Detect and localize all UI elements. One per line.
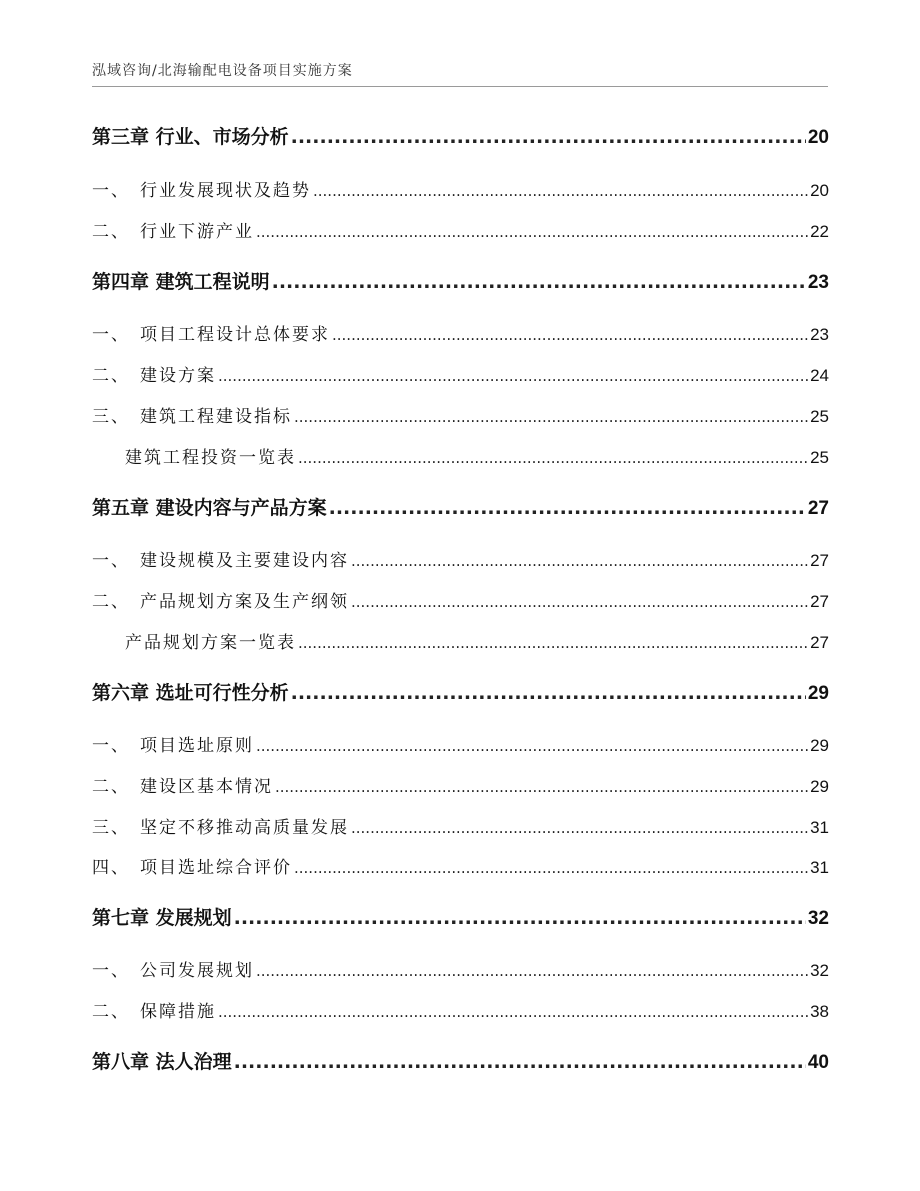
toc-label: 第六章 选址可行性分析 <box>92 682 289 704</box>
toc-label: 第八章 法人治理 <box>92 1051 232 1073</box>
toc-leader-dots <box>234 907 806 929</box>
toc-leader-dots <box>291 126 806 148</box>
toc-page-number: 27 <box>807 498 829 519</box>
toc-chapter[interactable] <box>92 122 829 149</box>
toc-leader-dots <box>332 326 808 344</box>
toc-label: 二、 产品规划方案及生产纲领 <box>92 592 349 612</box>
toc-label: 一、 行业发展现状及趋势 <box>92 181 311 201</box>
toc-section[interactable] <box>92 997 829 1022</box>
toc-page-number: 20 <box>807 127 829 148</box>
toc-page-number: 32 <box>810 961 829 980</box>
toc-leader-dots <box>234 1051 806 1073</box>
toc-section[interactable] <box>92 361 829 386</box>
toc-leader-dots <box>272 271 806 293</box>
toc-section[interactable] <box>92 217 829 242</box>
toc-label: 二、 行业下游产业 <box>92 222 254 242</box>
toc-leader-dots <box>294 859 808 877</box>
toc-label: 第七章 发展规划 <box>92 907 232 929</box>
toc-leader-dots <box>218 367 808 385</box>
toc-chapter[interactable] <box>92 903 829 930</box>
toc-page-number: 20 <box>810 181 829 200</box>
toc-section[interactable] <box>125 443 829 468</box>
page-header: 泓域咨询/北海输配电设备项目实施方案 <box>92 63 353 79</box>
toc-page-number: 27 <box>810 592 829 611</box>
toc-chapter[interactable] <box>92 493 829 520</box>
toc-label: 产品规划方案一览表 <box>125 633 296 653</box>
toc-leader-dots <box>298 449 808 467</box>
toc-section[interactable] <box>92 320 829 345</box>
toc-leader-dots <box>313 182 808 200</box>
toc-section[interactable] <box>92 731 829 756</box>
toc-leader-dots <box>256 737 808 755</box>
toc-section[interactable] <box>92 853 829 878</box>
toc-label: 第五章 建设内容与产品方案 <box>92 497 327 519</box>
toc-section[interactable] <box>92 813 829 838</box>
toc-label: 四、 项目选址综合评价 <box>92 858 292 878</box>
toc-label: 二、 保障措施 <box>92 1002 216 1022</box>
toc-chapter[interactable] <box>92 1047 829 1074</box>
toc-section[interactable] <box>92 587 829 612</box>
toc-page-number: 40 <box>807 1052 829 1073</box>
toc-section[interactable] <box>92 176 829 201</box>
toc-section[interactable] <box>92 956 829 981</box>
toc-leader-dots <box>275 778 808 796</box>
toc-page-number: 23 <box>810 325 829 344</box>
toc-page-number: 29 <box>810 736 829 755</box>
toc-section[interactable] <box>92 546 829 571</box>
toc-leader-dots <box>294 408 808 426</box>
toc-label: 二、 建设区基本情况 <box>92 777 273 797</box>
toc-section[interactable] <box>92 772 829 797</box>
toc-page-number: 22 <box>810 222 829 241</box>
toc-page-number: 32 <box>807 908 829 929</box>
toc-label: 一、 项目选址原则 <box>92 736 254 756</box>
toc-page-number: 27 <box>810 551 829 570</box>
toc-leader-dots <box>351 552 808 570</box>
toc-page-number: 25 <box>810 448 829 467</box>
toc-page-number: 29 <box>807 683 829 704</box>
toc-leader-dots <box>256 962 808 980</box>
toc-page-number: 29 <box>810 777 829 796</box>
toc-label: 三、 建筑工程建设指标 <box>92 407 292 427</box>
toc-leader-dots <box>256 223 808 241</box>
toc-chapter[interactable] <box>92 267 829 294</box>
toc-label: 第三章 行业、市场分析 <box>92 126 289 148</box>
toc-leader-dots <box>329 497 806 519</box>
toc-page-number: 31 <box>810 818 829 837</box>
toc-page-number: 24 <box>810 366 829 385</box>
toc-page-number: 27 <box>810 633 829 652</box>
toc-leader-dots <box>351 819 808 837</box>
toc-chapter[interactable] <box>92 678 829 705</box>
toc-page-number: 25 <box>810 407 829 426</box>
toc-label: 建筑工程投资一览表 <box>125 448 296 468</box>
toc-label: 第四章 建筑工程说明 <box>92 271 270 293</box>
toc-page-number: 31 <box>810 858 829 877</box>
toc-page-number: 23 <box>807 272 829 293</box>
toc-leader-dots <box>291 682 806 704</box>
toc-section[interactable] <box>125 628 829 653</box>
toc-leader-dots <box>351 593 808 611</box>
header-rule <box>92 86 828 87</box>
toc-page-number: 38 <box>810 1002 829 1021</box>
toc-leader-dots <box>218 1003 808 1021</box>
toc-label: 一、 建设规模及主要建设内容 <box>92 551 349 571</box>
toc-label: 一、 公司发展规划 <box>92 961 254 981</box>
toc-label: 一、 项目工程设计总体要求 <box>92 325 330 345</box>
toc-label: 二、 建设方案 <box>92 366 216 386</box>
toc-label: 三、 坚定不移推动高质量发展 <box>92 818 349 838</box>
toc-section[interactable] <box>92 402 829 427</box>
toc-leader-dots <box>298 634 808 652</box>
